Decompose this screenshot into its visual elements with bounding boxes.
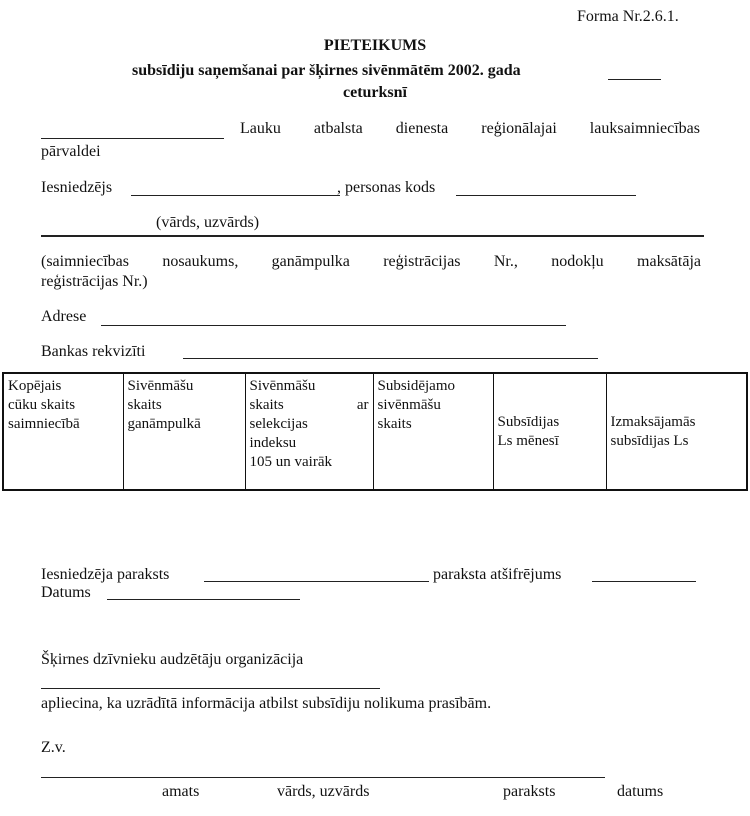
- footer-date-label: datums: [617, 783, 664, 800]
- table-cell-monthly-subsidy[interactable]: Subsīdijas Ls mēnesī: [493, 373, 606, 490]
- form-subtitle: subsīdiju saņemšanai par šķirnes sivēnmātēm 2002. gada: [132, 62, 521, 79]
- signature-label: Iesniedzēja paraksts: [41, 566, 170, 583]
- form-title: PIETEIKUMS: [323, 37, 427, 54]
- quarter-field[interactable]: [608, 79, 661, 80]
- addressee-text-cont: pārvaldei: [41, 143, 101, 160]
- bank-field[interactable]: [183, 358, 598, 359]
- table-row: [3, 373, 747, 490]
- bank-label: Bankas rekvizīti: [41, 343, 146, 360]
- name-hint: (vārds, uzvārds): [156, 214, 260, 231]
- personal-code-field[interactable]: [456, 195, 636, 196]
- footer-position-label: amats: [162, 783, 200, 800]
- addressee-text: Lauku atbalsta dienesta reģionālajai lauksaimniecības: [240, 120, 700, 137]
- signature-decode-label: paraksta atšifrējums: [433, 566, 562, 583]
- certification-text: apliecina, ka uzrādītā informācija atbilst subsīdiju nolikuma prasībām.: [41, 695, 492, 712]
- table-cell-sows-index[interactable]: Sivēnmāšu skaits ar selekcijas indeksu 105 un vairāk: [245, 373, 373, 490]
- subsidy-table: [2, 372, 748, 491]
- personal-code-label: , personas kods: [337, 179, 436, 196]
- signature-decode-field[interactable]: [592, 581, 696, 582]
- farm-field[interactable]: [41, 235, 704, 237]
- official-signature-field[interactable]: [41, 777, 605, 778]
- footer-signature-label: paraksts: [503, 783, 556, 800]
- address-label: Adrese: [41, 308, 87, 325]
- applicant-name-field[interactable]: [131, 195, 340, 196]
- organization-label: Šķirnes dzīvnieku audzētāju organizācija: [41, 651, 304, 668]
- stamp-label: Z.v.: [41, 739, 66, 756]
- signature-field[interactable]: [204, 581, 429, 582]
- date-field[interactable]: [107, 599, 300, 600]
- organization-field[interactable]: [41, 688, 380, 689]
- table-cell-subsidized-sows[interactable]: Subsidējamo sivēnmāšu skaits: [373, 373, 493, 490]
- footer-name-label: vārds, uzvārds: [277, 783, 370, 800]
- applicant-label: Iesniedzējs: [41, 179, 113, 196]
- date-label: Datums: [41, 584, 91, 601]
- table-cell-sows-herd[interactable]: Sivēnmāšu skaits ganāmpulkā: [123, 373, 245, 490]
- address-field[interactable]: [101, 325, 566, 326]
- form-subtitle-cont: ceturksnī: [343, 84, 407, 101]
- table-cell-total-pigs[interactable]: Kopējais cūku skaits saimniecībā: [3, 373, 123, 490]
- farm-hint: (saimniecības nosaukums, ganāmpulka reģistrācijas Nr., nodokļu maksātāja: [41, 253, 701, 270]
- region-field[interactable]: [41, 138, 224, 139]
- farm-hint-cont: reģistrācijas Nr.): [41, 273, 148, 290]
- table-cell-payable-subsidy[interactable]: Izmaksājamās subsīdijas Ls: [606, 373, 747, 490]
- form-number: Forma Nr.2.6.1.: [577, 8, 679, 25]
